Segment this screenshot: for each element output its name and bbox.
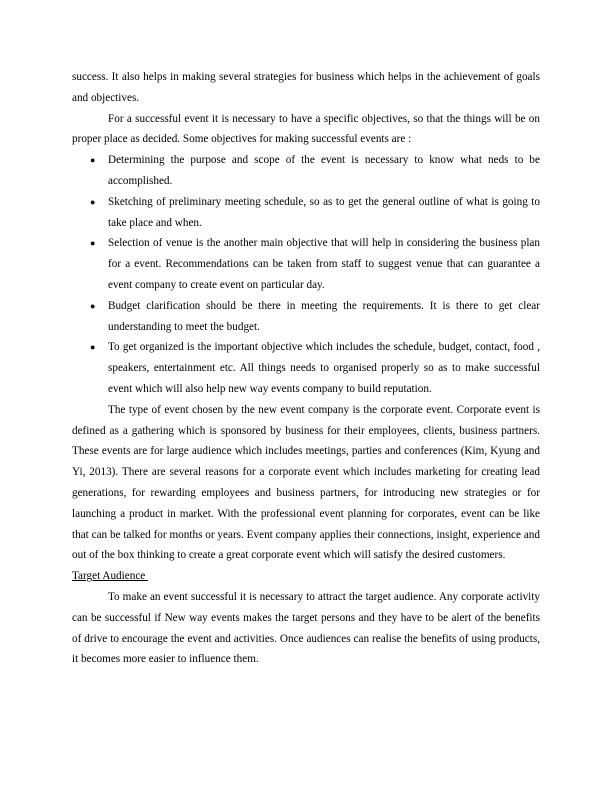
section-heading: Target Audience: [72, 570, 149, 583]
list-item-text: Selection of venue is the another main objective that will help in considering the business plan for a event. Recommendations can be taken from staff to suggest venue that can guarantee a event company to create event on particular day.: [108, 237, 540, 291]
list-item: [72, 150, 540, 192]
list-item-text: Sketching of preliminary meeting schedule, so as to get the general outline of what is going to take place and when.: [108, 195, 540, 229]
bullet-icon: ●: [90, 238, 96, 249]
list-item-text: Determining the purpose and scope of the event is necessary to know what neds to be accomplished.: [108, 154, 540, 187]
list-item: [72, 233, 540, 295]
bullet-icon: ●: [90, 155, 96, 166]
target-audience-paragraph: To make an event successful it is necessary to attract the target audience. Any corporate activity can be successful if New way events makes the target persons and they have to be alert of the benefits of drive to encourage the event and activities. Once audiences can realise the benefits of using products, it becomes more easier to influence them.: [72, 590, 540, 666]
bullet-icon: ●: [90, 300, 96, 311]
bullet-icon: ●: [90, 196, 96, 207]
list-item-text: To get organized is the important objective which includes the schedule, budget, contact, food , speakers, entertainment etc. All things needs to organised properly so as to make successful event which will also help new way events company to build reputation.: [108, 341, 540, 395]
list-item: [72, 296, 540, 338]
corporate-event-paragraph: The type of event chosen by the new event company is the corporate event. Corporate event is defined as a gathering which is sponsored by business for their employees, clients, business partners. These events are for large audience which includes meetings, parties and conferences (Kim, Kyung and Yi, 2013). There are several reasons for a corporate event which includes marketing for creating lead generations, for rewarding employees and business partners, for introducing new strategies or for launching a product in market. With the professional event planning for corporates, event can be like that can be talked for months or years. Event company applies their connections, insight, experience and out of the box thinking to create a great corporate event which will satisfy the desired customers.: [72, 403, 540, 562]
continuation-paragraph: success. It also helps in making several strategies for business which helps in the achievement of goals and objectives.: [72, 71, 540, 104]
list-item-text: Budget clarification should be there in meeting the requirements. It is there to get clear understanding to meet the budget.: [108, 299, 540, 333]
list-item: [72, 192, 540, 234]
list-item: [72, 337, 540, 399]
bullet-icon: ●: [90, 342, 96, 353]
objectives-list: [72, 150, 540, 400]
document-page: [72, 67, 540, 670]
objectives-intro-paragraph: For a successful event it is necessary to have a specific objectives, so that the things will be on proper place as decided. Some objectives for making successful events are :: [72, 112, 540, 146]
